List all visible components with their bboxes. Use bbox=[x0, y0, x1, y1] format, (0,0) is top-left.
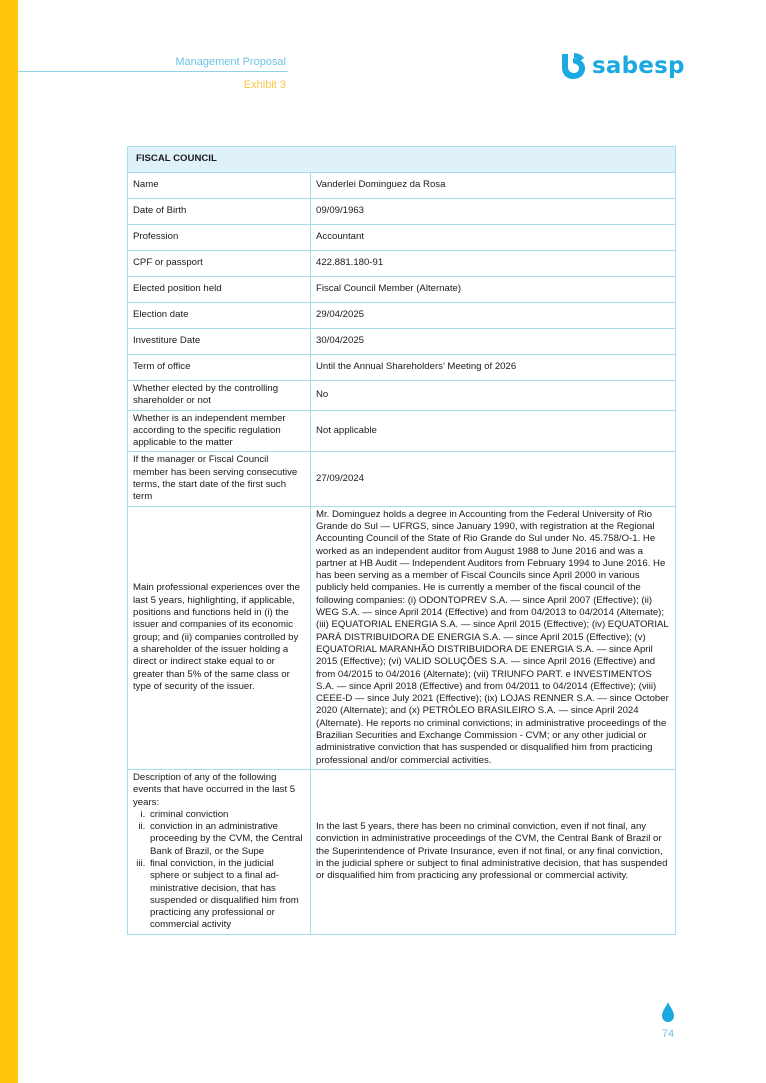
row-value: In the last 5 years, there has been no criminal conviction, even if not final, any conviction in administrative proceedings of the CVM, the Central Bank of Brazil or the Superintendence of Private Insurance, even if not final, or any final conviction, in the judicial sphere or subject to final administrative decision, that has suspended or disqualified him from practicing any professional or commercial activity. bbox=[311, 769, 676, 934]
fiscal-council-table bbox=[127, 146, 676, 935]
row-value: Fiscal Council Member (Alternate) bbox=[311, 277, 676, 303]
row-label: Main professional experiences over the last 5 years, highlighting, if applicable, positions and functions held in (i) the issuer and companies of its economic group; and (ii) companies controlled by a shareholder of the issuer holding a direct or indirect stake equal to or greater than 5% of the same class or type of security of the issuer. bbox=[128, 506, 311, 769]
row-value: Mr. Dominguez holds a degree in Accounting from the Federal University of Rio Grande do Sul — UFRGS, since January 1990, with registration at the Regional Accounting Council of the State of Rio Grande do Sul under No. 45.758/O-1. He worked as an independent auditor from August 1988 to June 2016 and was a partner at HB Audit — Independent Auditors from February 1994 to June 2016. He has been serving as a member of Fiscal Councils since April 2000 in various publicly held companies. He is currently a member of the fiscal council of the following companies: (i) ODONTOPREV S.A. — since April 2007 (Effective); (ii) WEG S.A. — since April 2014 (Effective) and from 04/2013 to 04/2014 (Alternate); (iii) EQUATORIAL ENERGIA S.A. — since April 2015 (Effective); (iv) EQUATORIAL PARÁ DISTRIBUIDORA DE ENERGIA S.A. — since April 2015 (Effective); (v) EQUATORIAL MARANHÃO DISTRIBUIDORA DE ENERGIA S.A. — since April 2015 (Effective); (vi) VALID SOLUÇÕES S.A. — since April 2016 (Effective) and from 04/2015 to 04/2016 (Alternate); (vii) TRIUNFO PART. e INVESTIMENTOS S.A. — since April 2018 (Effective) and from 04/2011 to 04/2014 (Effective); (viii) CEEE-D — since July 2021 (Effective); (ix) LOJAS RENNER S.A. — since October 2020 (Alternate); and (x) PETRÓLEO BRASILEIRO S.A. — since April 2024 (Alternate). He reports no criminal convictions; in administrative proceedings of the Brazilian Securities and Exchange Commission - CVM; or any other judicial or administrative conviction that has suspended or disqualified him from practicing professional and/or commercial activities. bbox=[311, 506, 676, 769]
events-intro: Description of any of the following events that have occurred in the last 5 years: bbox=[133, 771, 296, 808]
row-label: Profession bbox=[128, 225, 311, 251]
table-row bbox=[128, 303, 676, 329]
row-value: 27/09/2024 bbox=[311, 452, 676, 506]
table-row bbox=[128, 355, 676, 381]
sabesp-logo-icon bbox=[558, 51, 588, 81]
table-row bbox=[128, 199, 676, 225]
events-label-cell bbox=[128, 769, 311, 934]
row-value: 29/04/2025 bbox=[311, 303, 676, 329]
row-value: Not applicable bbox=[311, 410, 676, 452]
sabesp-logo bbox=[558, 50, 685, 82]
table-row bbox=[128, 506, 676, 769]
table-row bbox=[128, 452, 676, 506]
row-label: Whether is an independent member according to the specific regulation applicable to the matter bbox=[128, 410, 311, 452]
row-label: If the manager or Fiscal Council member has been serving consecutive terms, the start date of the first such term bbox=[128, 452, 311, 506]
row-label: Name bbox=[128, 173, 311, 199]
table-row bbox=[128, 277, 676, 303]
row-value: Until the Annual Shareholders’ Meeting of 2026 bbox=[311, 355, 676, 381]
sabesp-logo-text: sabesp bbox=[592, 53, 685, 79]
table-row bbox=[128, 769, 676, 934]
row-label: Investiture Date bbox=[128, 329, 311, 355]
table-row bbox=[128, 410, 676, 452]
exhibit-label: Exhibit 3 bbox=[243, 79, 286, 91]
list-item: ii. conviction in an administrative proceeding by the CVM, the Central Bank of Brazil, or the Supe bbox=[148, 821, 305, 858]
table-row bbox=[128, 225, 676, 251]
table-heading: FISCAL COUNCIL bbox=[128, 147, 676, 173]
row-value: Vanderlei Dominguez da Rosa bbox=[311, 173, 676, 199]
row-value: 30/04/2025 bbox=[311, 329, 676, 355]
row-label: Election date bbox=[128, 303, 311, 329]
water-drop-icon bbox=[662, 1002, 674, 1022]
events-list bbox=[133, 809, 305, 932]
row-label: CPF or passport bbox=[128, 251, 311, 277]
row-label: Elected position held bbox=[128, 277, 311, 303]
row-label: Term of office bbox=[128, 355, 311, 381]
row-value: Accountant bbox=[311, 225, 676, 251]
row-value: 422.881.180-91 bbox=[311, 251, 676, 277]
list-item: iii. final conviction, in the judicial sphere or subject to a final administrative decision, that has suspended or disqualified him from practicing any professional or commercial activity bbox=[148, 858, 305, 932]
side-accent-bar bbox=[0, 0, 18, 1083]
list-item: i. criminal conviction bbox=[148, 809, 305, 821]
row-label: Date of Birth bbox=[128, 199, 311, 225]
table-row bbox=[128, 251, 676, 277]
row-label: Whether elected by the controlling shareholder or not bbox=[128, 381, 311, 411]
page-number: 74 bbox=[661, 1028, 675, 1040]
table-header-row bbox=[128, 147, 676, 173]
table-row bbox=[128, 173, 676, 199]
row-value: 09/09/1963 bbox=[311, 199, 676, 225]
header-divider bbox=[18, 71, 288, 72]
document-title: Management Proposal bbox=[175, 56, 286, 68]
table-row bbox=[128, 381, 676, 411]
table-row bbox=[128, 329, 676, 355]
row-value: No bbox=[311, 381, 676, 411]
